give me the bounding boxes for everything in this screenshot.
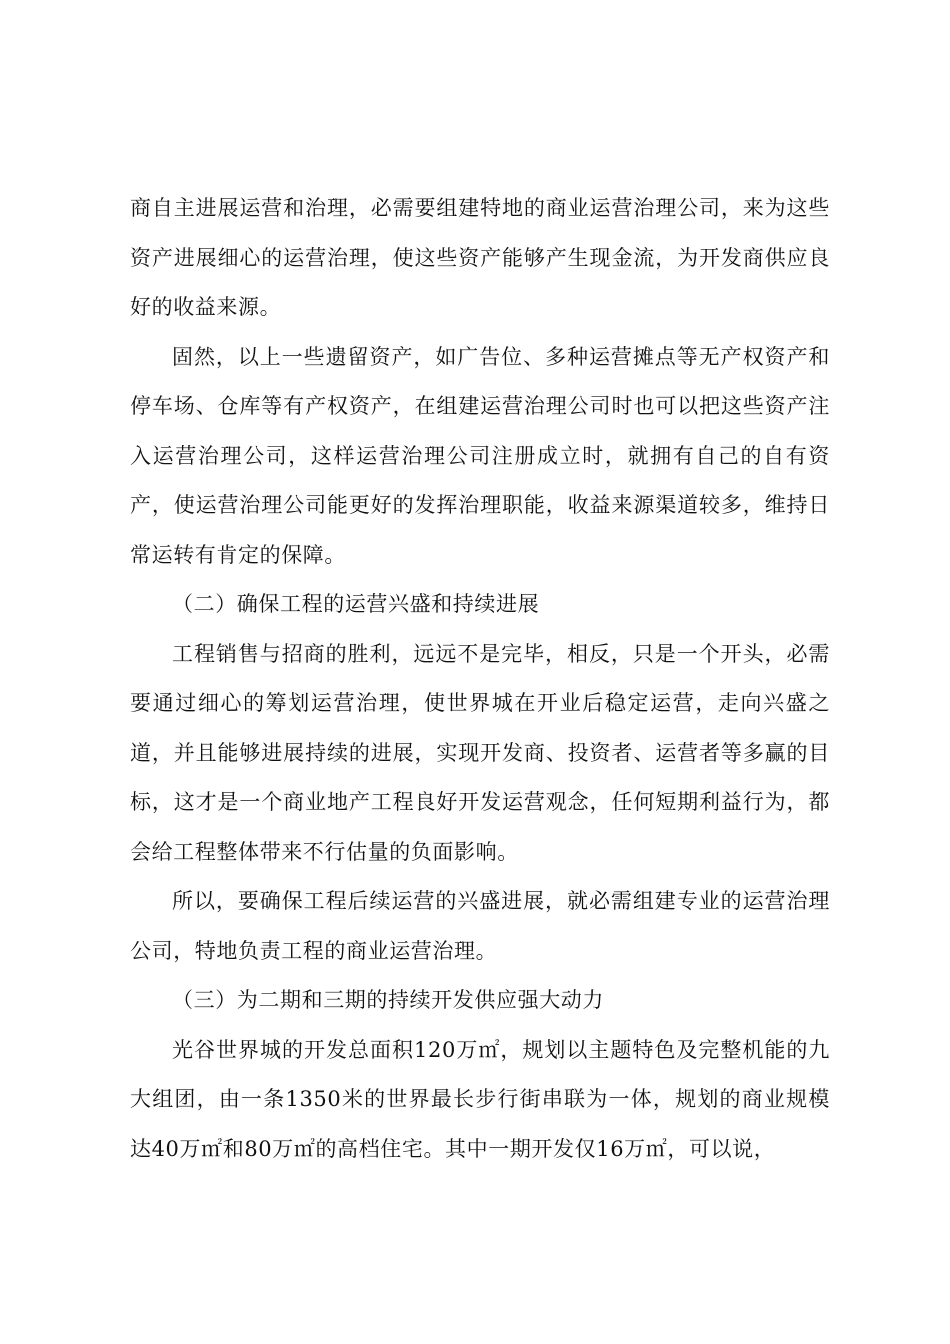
paragraph-development-area: 光谷世界城的开发总面积120万㎡，规划以主题特色及完整机能的九大组团，由一条1350米的世界最长步行街串联为一体，规划的商业规模达40万㎡和80万㎡的高档住宅。其中一期开发仅16万㎡，可以说， <box>130 1037 830 1161</box>
paragraph-remaining-assets: 固然，以上一些遗留资产，如广告位、多种运营摊点等无产权资产和停车场、仓库等有产权资产，在组建运营治理公司时也可以把这些资产注入运营治理公司，这样运营治理公司注册成立时，就拥有自己的自有资产，使运营治理公司能更好的发挥治理职能，收益来源渠道较多，维持日常运转有肯定的保障。 <box>130 344 830 567</box>
paragraph-sales-success: 工程销售与招商的胜利，远远不是完毕，相反，只是一个开头，必需要通过细心的筹划运营治理，使世界城在开业后稳定运营，走向兴盛之道，并且能够进展持续的进展，实现开发商、投资者、运营者等多赢的目标，这才是一个商业地产工程良好开发运营观念，任何短期利益行为，都会给工程整体带来不行估量的负面影响。 <box>130 641 830 864</box>
section-heading-3: （三）为二期和三期的持续开发供应强大动力 <box>172 988 604 1012</box>
paragraph-continuation: 商自主进展运营和治理，必需要组建特地的商业运营治理公司，来为这些资产进展细心的运营治理，使这些资产能够产生现金流，为开发商供应良好的收益来源。 <box>130 196 830 319</box>
section-heading-2: （二）确保工程的运营兴盛和持续进展 <box>172 592 540 616</box>
paragraph-conclusion: 所以，要确保工程后续运营的兴盛进展，就必需组建专业的运营治理公司，特地负责工程的商业运营治理。 <box>130 889 830 963</box>
document-body <box>130 184 830 1174</box>
